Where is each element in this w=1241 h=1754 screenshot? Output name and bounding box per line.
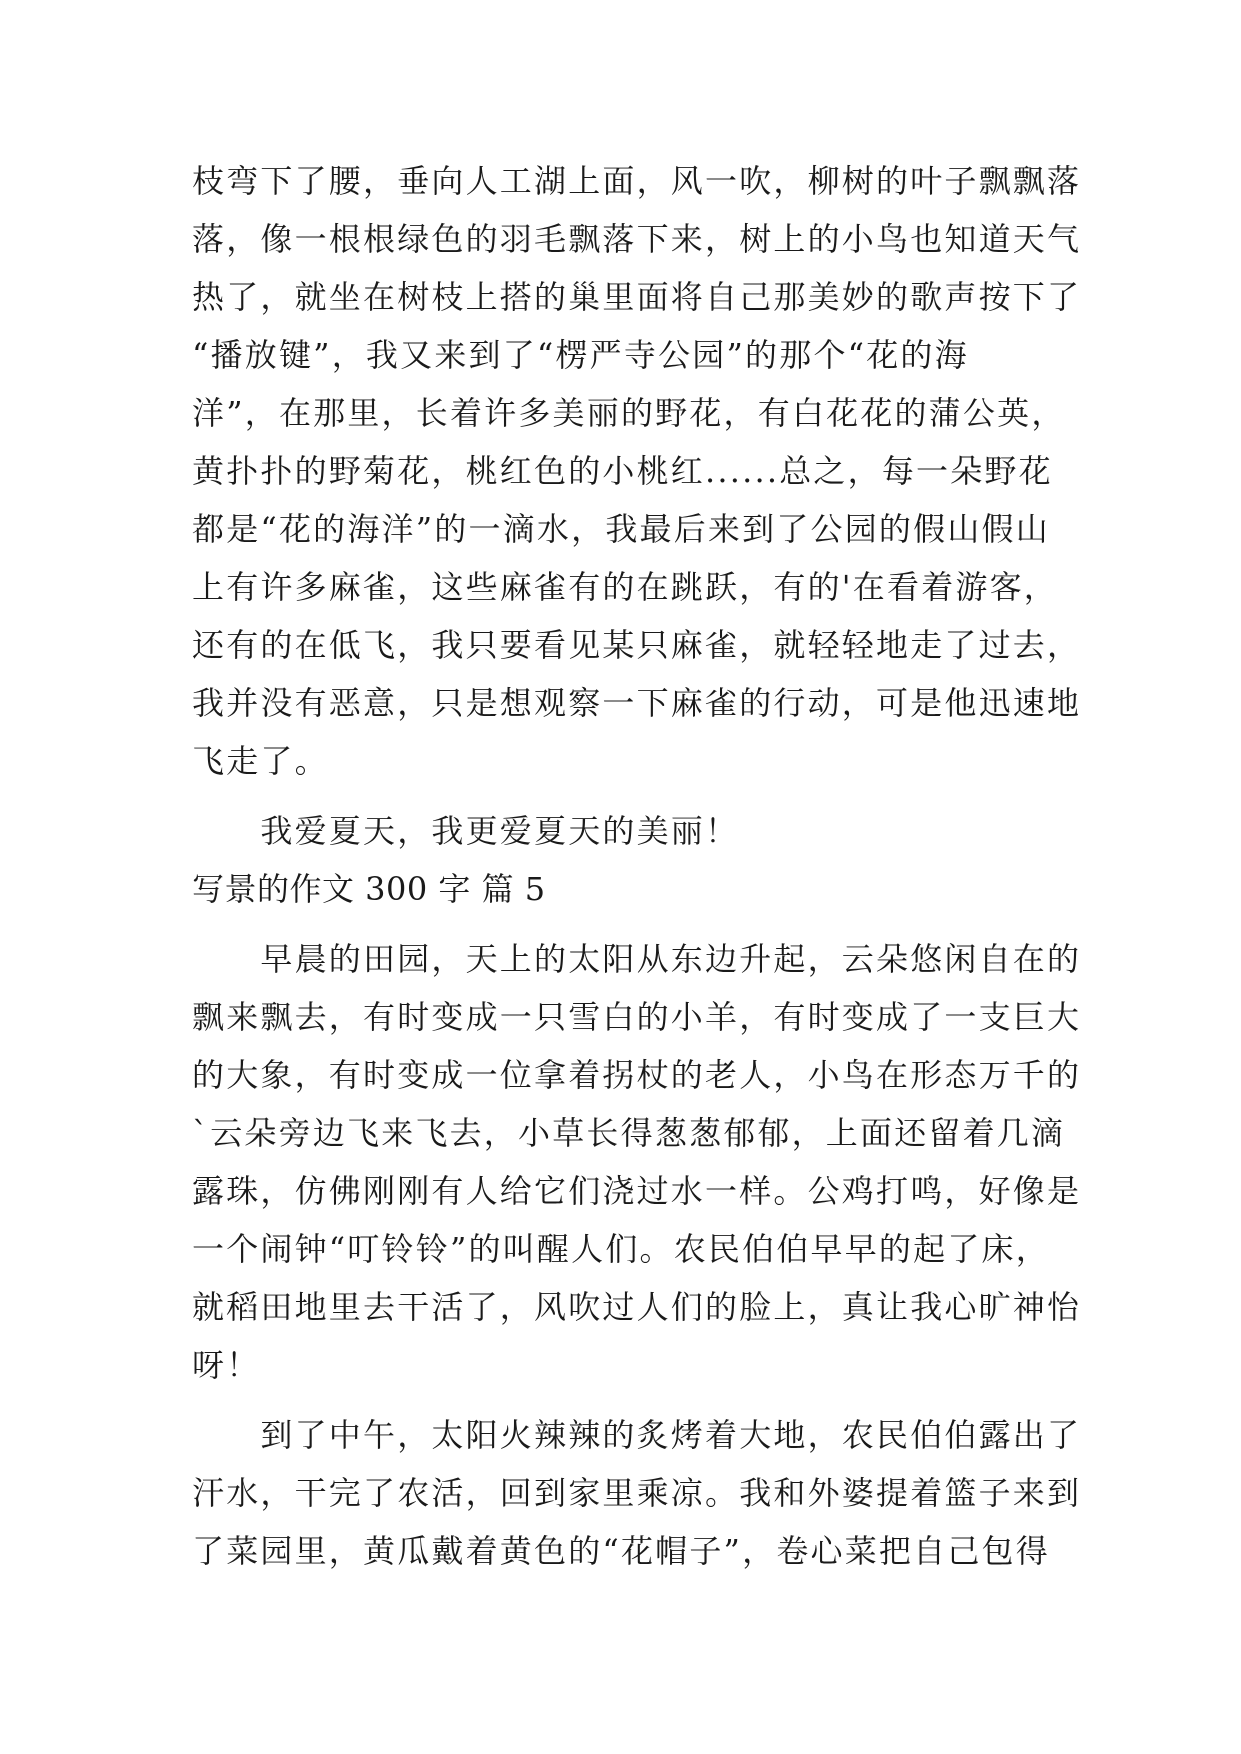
text-line: 一个闹钟“叮铃铃”的叫醒人们。农民伯伯早早的起了床，: [192, 1230, 1050, 1268]
text-line: 了菜园里，黄瓜戴着黄色的“花帽子”，卷心菜把自己包得: [192, 1532, 1050, 1570]
closing-paragraph: 我爱夏天，我更爱夏天的美丽！: [192, 812, 740, 850]
text-line: 枝弯下了腰，垂向人工湖上面，风一吹，柳树的叶子飘飘落: [192, 162, 1082, 200]
text-line: `云朵旁边飞来飞去，小草长得葱葱郁郁，上面还留着几滴: [192, 1114, 1066, 1152]
text-line: 呀！: [192, 1346, 261, 1384]
text-line: 到了中午，太阳火辣辣的炙烤着大地，农民伯伯露出了: [192, 1416, 1082, 1454]
text-line: 汗水，干完了农活，回到家里乘凉。我和外婆提着篮子来到: [192, 1474, 1082, 1512]
text-line: 都是“花的海洋”的一滴水，我最后来到了公园的假山假山: [192, 510, 1050, 548]
text-line: 露珠，仿佛刚刚有人给它们浇过水一样。公鸡打鸣，好像是: [192, 1172, 1082, 1210]
text-line: 热了，就坐在树枝上搭的巢里面将自己那美妙的歌声按下了: [192, 278, 1082, 316]
text-line: 就稻田地里去干活了，风吹过人们的脸上，真让我心旷神怡: [192, 1288, 1082, 1326]
text-line: 黄扑扑的野菊花，桃红色的小桃红......总之，每一朵野花: [192, 452, 1053, 490]
text-line: 飞走了。: [192, 742, 329, 780]
text-line: 落，像一根根绿色的羽毛飘落下来，树上的小鸟也知道天气: [192, 220, 1082, 258]
text-line: 的大象，有时变成一位拿着拐杖的老人，小鸟在形态万千的: [192, 1056, 1082, 1094]
text-line: 早晨的田园，天上的太阳从东边升起，云朵悠闲自在的: [192, 940, 1082, 978]
text-line: 上有许多麻雀，这些麻雀有的在跳跃，有的'在看着游客，: [192, 568, 1058, 606]
document-body: [192, 152, 1082, 1580]
text-line: 洋”，在那里，长着许多美丽的野花，有白花花的蒲公英，: [192, 394, 1066, 432]
text-line: 我并没有恶意，只是想观察一下麻雀的行动，可是他迅速地: [192, 684, 1082, 722]
text-line: 飘来飘去，有时变成一只雪白的小羊，有时变成了一支巨大: [192, 998, 1082, 1036]
section-heading: 写景的作文 300 字 篇 5: [192, 870, 546, 908]
text-line: 还有的在低飞，我只要看见某只麻雀，就轻轻地走了过去，: [192, 626, 1082, 664]
text-line: “播放键”，我又来到了“楞严寺公园”的那个“花的海: [192, 336, 969, 374]
